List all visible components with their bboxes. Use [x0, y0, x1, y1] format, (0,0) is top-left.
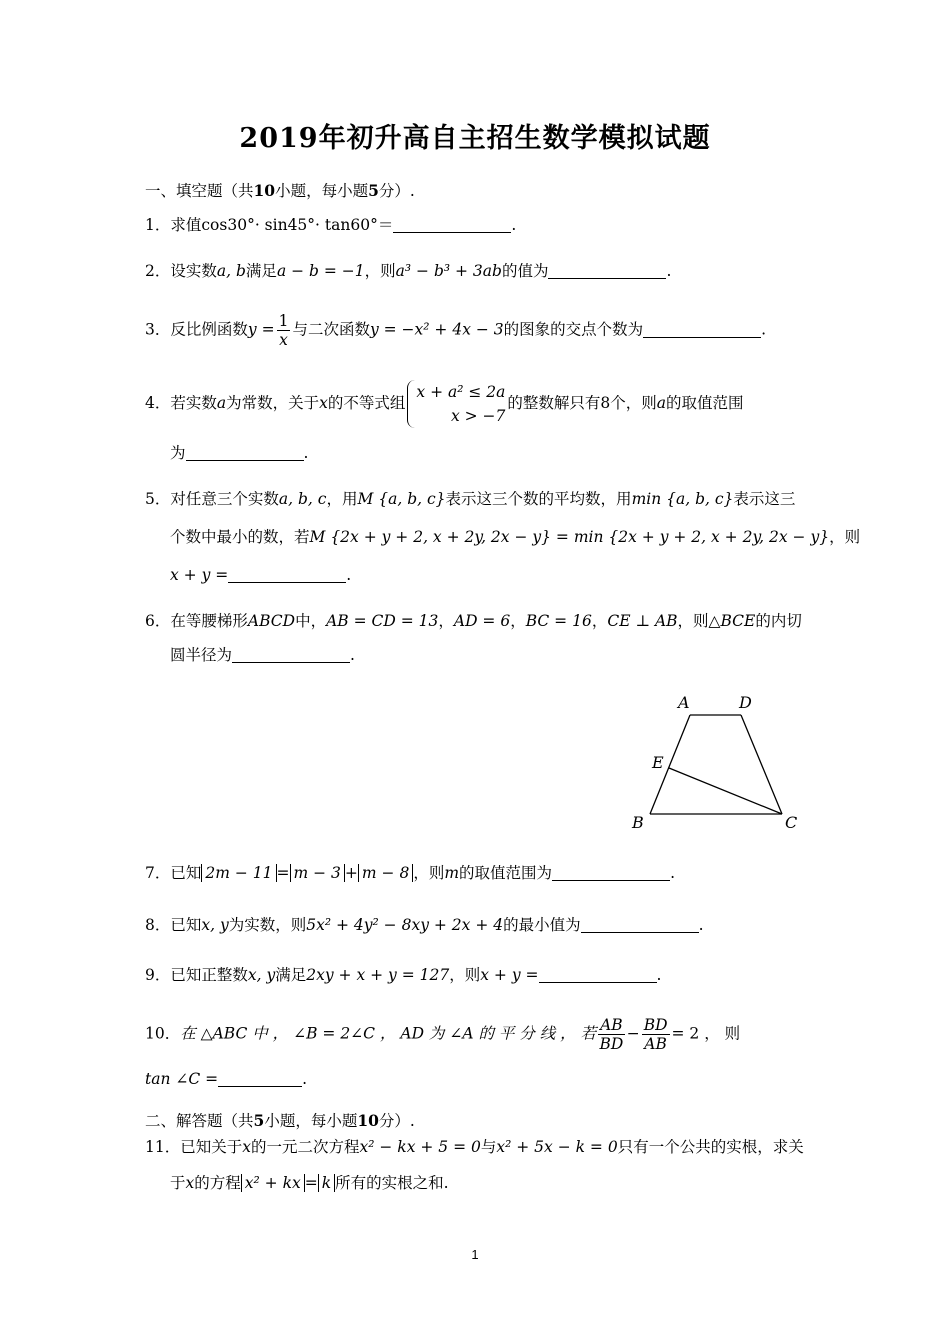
label-e: E [652, 753, 664, 772]
answer-blank[interactable] [228, 566, 346, 583]
fraction: $\frac{AB}{BD}$ [599, 1016, 624, 1053]
answer-blank[interactable] [186, 444, 304, 461]
label-a: A [678, 693, 690, 712]
label-c: C [785, 813, 798, 832]
question-10-line-2: tan ∠C = . [145, 1070, 308, 1088]
question-1: 1．求值cos30°· sin45°· tan60°＝ . [145, 216, 517, 234]
answer-blank[interactable] [218, 1070, 302, 1087]
question-5: 5．对任意三个实数a, b, c，用M {a, b, c}表示这三个数的平均数，用min {a, b, c}表示这三 [145, 490, 796, 508]
page-number: 1 [471, 1247, 479, 1262]
question-5-line-2: 个数中最小的数，若M {2x + y + 2, x + 2y, 2x − y} = min {2x + y + 2, x + 2y, 2x − y}，则 [170, 528, 861, 546]
question-2: 2．设实数a, b满足a − b = −1，则a³ − b³ + 3ab的值为 . [145, 262, 672, 280]
answer-blank[interactable] [581, 916, 699, 933]
answer-blank[interactable] [539, 966, 657, 983]
fraction: $\frac{1}{x}$ [278, 312, 289, 349]
fraction: $\frac{BD}{AB}$ [643, 1016, 668, 1053]
question-3: 3．反比例函数y = $\frac{1}{x}$ 与二次函数y = −x² + 4x − 3的图象的交点个数为 . [145, 312, 767, 349]
label-d: D [739, 693, 752, 712]
page-title: 2019年初升高自主招生数学模拟试题 [239, 123, 711, 154]
answer-blank[interactable] [393, 216, 511, 233]
question-11-line-2: 于x的方程 x² + kx = k 所有的实根之和. [170, 1174, 449, 1192]
answer-blank[interactable] [232, 646, 350, 663]
question-6: 6．在等腰梯形ABCD中，AB = CD = 13，AD = 6，BC = 16，CE ⊥ AB，则△BCE的内切 [145, 612, 802, 630]
question-9: 9．已知正整数x, y满足2xy + x + y = 127，则x + y = . [145, 966, 662, 984]
inequality-system: x + a² ≤ 2a x > −7 [407, 380, 505, 428]
question-10: 10．在 △ABC 中 ， ∠B = 2∠C ， AD 为 ∠A 的 平 分 线 ， 若 $\frac{AB}{BD}$ − $\frac{BD}{AB}$ = 2 ， 则 [145, 1016, 741, 1053]
question-8: 8．已知x, y为实数，则5x² + 4y² − 8xy + 2x + 4的最小值为 . [145, 916, 704, 934]
answer-blank[interactable] [643, 321, 761, 338]
section-1-header: 一、填空题（共10小题，每小题5分）. [145, 181, 415, 200]
question-4-line-2: 为 . [170, 444, 309, 462]
question-11: 11．已知关于x的一元二次方程x² − kx + 5 = 0与x² + 5x − k = 0只有一个公共的实根，求关 [145, 1138, 804, 1156]
segment-ec [669, 768, 782, 814]
question-4: 4．若实数a为常数，关于x的不等式组 x + a² ≤ 2a x > −7 的整数解只有8个，则a的取值范围 [145, 380, 744, 428]
trapezoid-figure [628, 690, 813, 835]
question-6-line-2: 圆半径为 . [170, 646, 355, 664]
label-b: B [632, 813, 644, 832]
question-5-line-3: x + y = . [170, 566, 352, 584]
question-7: 7．已知 2m − 11 = m − 3 + m − 8 ，则m的取值范围为 . [145, 864, 675, 882]
answer-blank[interactable] [552, 864, 670, 881]
answer-blank[interactable] [548, 262, 666, 279]
section-2-header: 二、解答题（共5小题，每小题10分）. [145, 1111, 415, 1130]
